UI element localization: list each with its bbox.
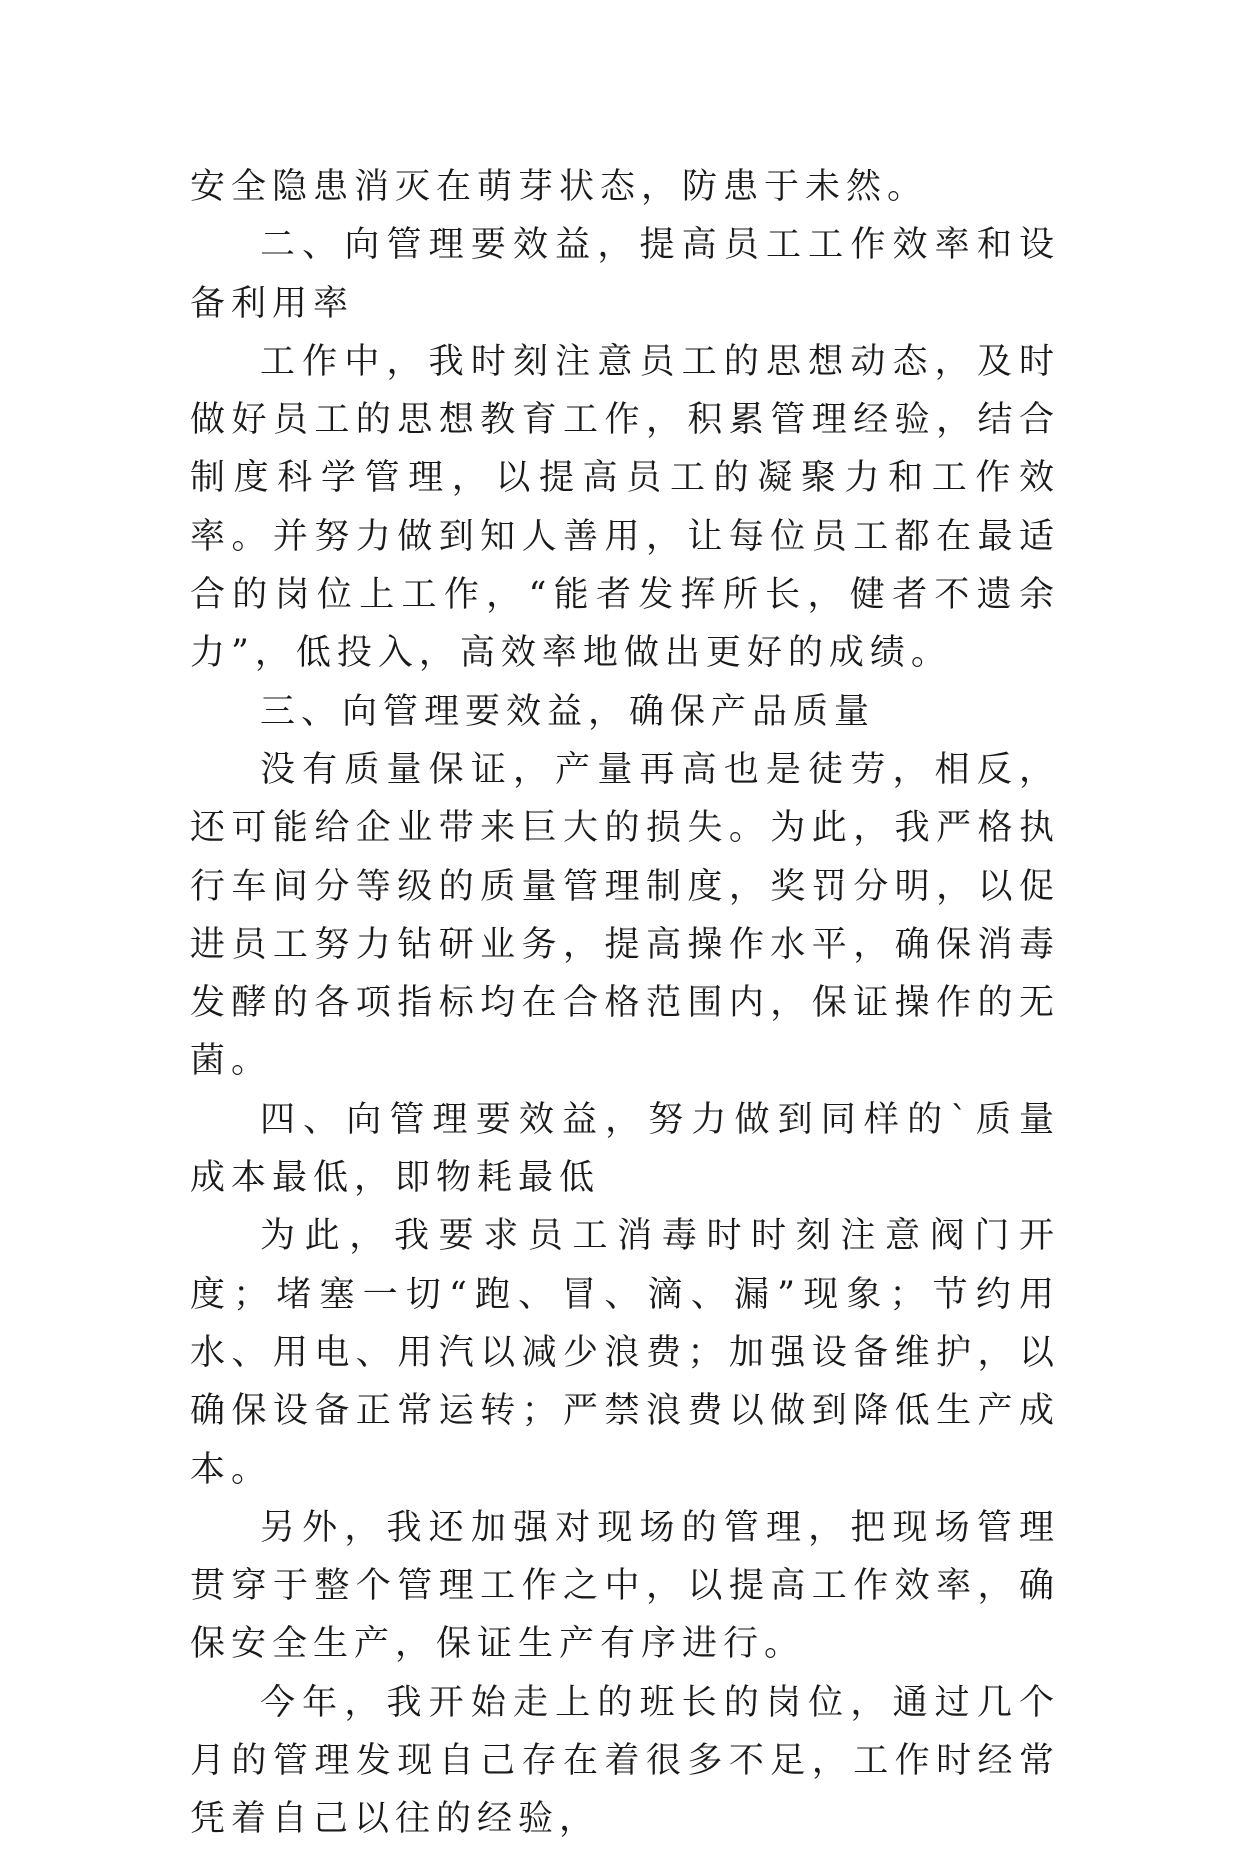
paragraph-site-management: 另外，我还加强对现场的管理，把现场管理贯穿于整个管理工作之中，以提高工作效率，确保安全生产，保证生产有序进行。	[190, 1507, 1060, 1665]
section-heading-4: 四、向管理要效益，努力做到同样的`质量成本最低，即物耗最低	[190, 1099, 1060, 1199]
document-body	[190, 158, 1060, 1849]
paragraph-continuation: 安全隐患消灭在萌芽状态，防患于未然。	[190, 167, 929, 207]
section-heading-3: 三、向管理要效益，确保产品质量	[260, 691, 876, 732]
paragraph-employee-efficiency: 工作中，我时刻注意员工的思想动态，及时做好员工的思想教育工作，积累管理经验，结合制度科学管理，以提高员工的凝聚力和工作效率。并努力做到知人善用，让每位员工都在最适合的岗位上工作，“能者发挥所长，健者不遗余力”，低投入，高效率地做出更好的成绩。	[190, 341, 1060, 674]
section-heading-2: 二、向管理要效益，提高员工工作效率和设备利用率	[190, 225, 1060, 324]
paragraph-cost-reduction: 为此，我要求员工消毒时时刻注意阀门开度；堵塞一切“跑、冒、滴、漏”现象；节约用水、用电、用汽以减少浪费；加强设备维护，以确保设备正常运转；严禁浪费以做到降低生产成本。	[190, 1216, 1060, 1490]
paragraph-team-leader: 今年，我开始走上的班长的岗位，通过几个月的管理发现自己存在着很多不足，工作时经常凭着自己以往的经验，	[190, 1682, 1060, 1840]
paragraph-quality: 没有质量保证，产量再高也是徒劳，相反，还可能给企业带来巨大的损失。为此，我严格执行车间分等级的质量管理制度，奖罚分明，以促进员工努力钻研业务，提高操作水平，确保消毒发酵的各项指标均在合格范围内，保证操作的无菌。	[190, 749, 1060, 1082]
